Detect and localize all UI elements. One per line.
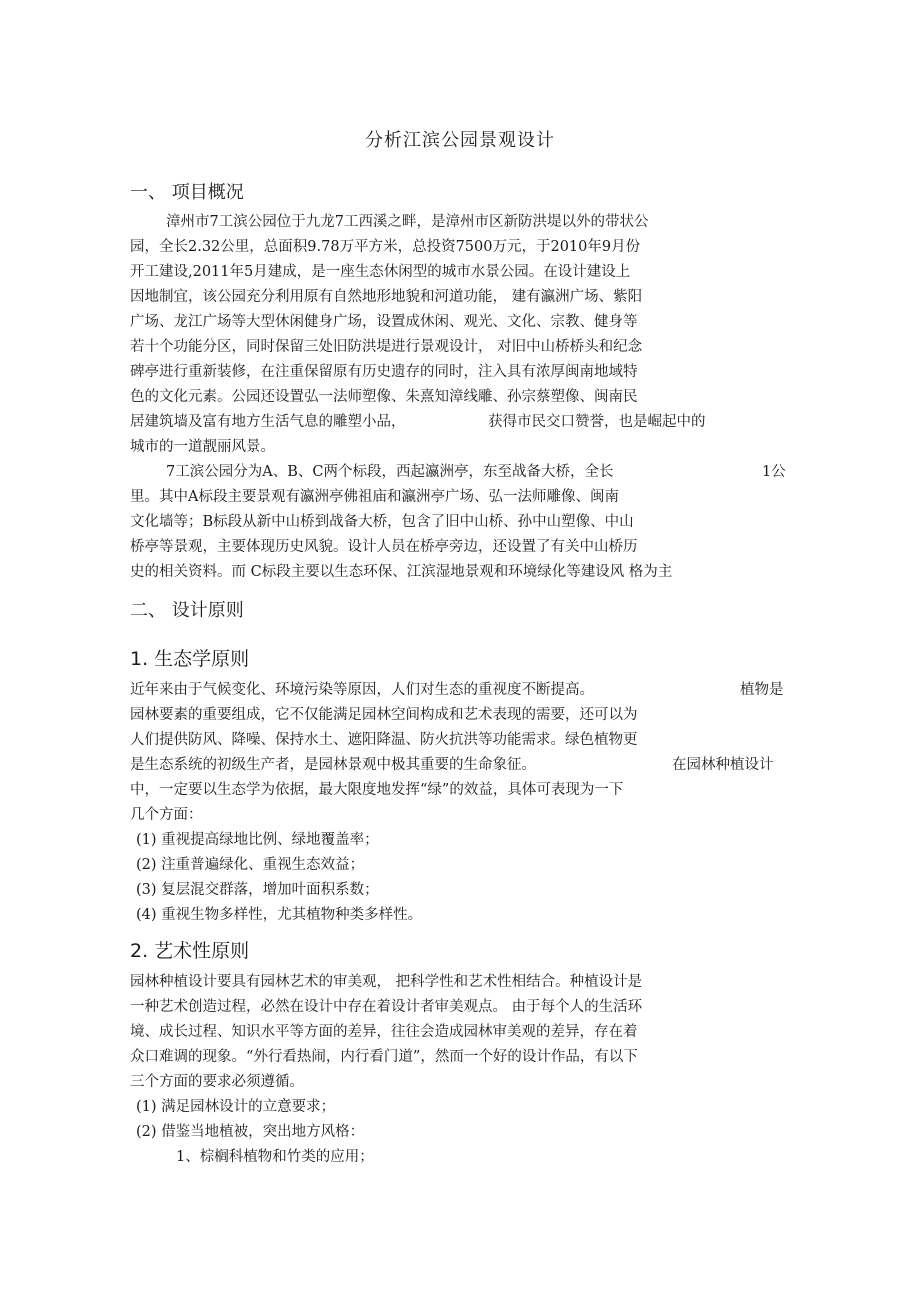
paragraph-line: 色的文化元素。公园还设置弘一法师塑像、朱熹知漳线雕、孙宗蔡塑像、闽南民 <box>130 389 638 405</box>
paragraph-line: 园，全长2.32公里，总面积9.78万平方米，总投资7500万元，于2010年9月份 <box>130 239 641 255</box>
paragraph-line: 境、成长过程、知识水平等方面的差异，往往会造成园林审美观的差异，存在着 <box>130 1024 638 1040</box>
paragraph-line-tail: 1公 <box>762 464 786 480</box>
paragraph-line: 人们提供防风、降噪、保持水土、遮阳降温、防火抗洪等功能需求。绿色植物更 <box>130 732 638 748</box>
list-item: (2) 注重普遍绿化、重视生态效益； <box>136 857 365 873</box>
subsection2-heading: 2. 艺术性原则 <box>130 940 250 962</box>
section2-heading: 二、 设计原则 <box>130 600 244 621</box>
paragraph-line: 中，一定要以生态学为依据，最大限度地发挥“绿”的效益，具体可表现为一下 <box>130 782 624 798</box>
sub-list-item: 1、棕榈科植物和竹类的应用； <box>176 1149 374 1165</box>
paragraph-line: 几个方面： <box>130 807 203 823</box>
list-item: (1) 满足园林设计的立意要求； <box>136 1099 336 1115</box>
list-item: (4) 重视生物多样性，尤其植物种类多样性。 <box>136 907 423 923</box>
paragraph-line: 一种艺术创造过程，必然在设计中存在着设计者审美观点。 由于每个人的生活环 <box>130 999 643 1015</box>
paragraph-line: 广场、龙江广场等大型休闲健身广场，设置成休闲、观光、文化、宗教、健身等 <box>130 314 638 330</box>
paragraph-line: 众口难调的现象。“外行看热闹，内行看门道”，然而一个好的设计作品，有以下 <box>130 1049 638 1065</box>
paragraph-line: 漳州市7工滨公园位于九龙7工西溪之畔，是漳州市区新防洪堤以外的带状公 <box>166 214 649 230</box>
paragraph-line: 园林种植设计要具有园林艺术的审美观， 把科学性和艺术性相结合。种植设计是 <box>130 974 643 990</box>
paragraph-line: 居建筑墙及富有地方生活气息的雕塑小品， <box>130 414 406 430</box>
paragraph-line: 园林要素的重要组成，它不仅能满足园林空间构成和艺术表现的需要，还可以为 <box>130 707 638 723</box>
paragraph-line: 桥亭等景观，主要体现历史风貌。设计人员在桥亭旁边，还设置了有关中山桥历 <box>130 539 638 555</box>
subsection1-heading: 1. 生态学原则 <box>130 648 250 670</box>
section1-heading: 一、 项目概况 <box>130 182 244 203</box>
list-item: (3) 复层混交群落，增加叶面积系数； <box>136 882 379 898</box>
list-item: (1) 重视提高绿地比例、绿地覆盖率； <box>136 832 379 848</box>
paragraph-line: 里。其中A标段主要景观有瀛洲亭佛祖庙和瀛洲亭广场、弘一法师雕像、闽南 <box>130 489 619 505</box>
page-title: 分析江滨公园景观设计 <box>365 130 555 151</box>
paragraph-line: 碑亭进行重新装修，在注重保留原有历史遗存的同时，注入具有浓厚闽南地域特 <box>130 364 638 380</box>
paragraph-line: 城市的一道靓丽风景。 <box>130 439 275 455</box>
paragraph-line: 史的相关资料。而 C标段主要以生态环保、江滨湿地景观和环境绿化等建设风 格为主 <box>130 564 673 580</box>
paragraph-line: 7工滨公园分为A、B、C两个标段，西起瀛洲亭，东至战备大桥，全长 <box>166 464 614 480</box>
list-item: (2) 借鉴当地植被，突出地方风格： <box>136 1124 365 1140</box>
paragraph-line: 近年来由于气候变化、环境污染等原因，人们对生态的重视度不断提高。 <box>130 682 594 698</box>
paragraph-line: 三个方面的要求必须遵循。 <box>130 1074 304 1090</box>
paragraph-line-tail: 植物是 <box>740 682 784 698</box>
paragraph-line-tail: 获得市民交口赞誉，也是崛起中的 <box>488 414 706 430</box>
paragraph-line: 文化墙等；B标段从新中山桥到战备大桥，包含了旧中山桥、孙中山塑像、中山 <box>130 514 634 530</box>
paragraph-line: 开工建设,2011年5月建成，是一座生态休闲型的城市水景公园。在设计建设上 <box>130 264 631 280</box>
paragraph-line-tail: 在园林种植设计 <box>672 757 774 773</box>
paragraph-line: 若十个功能分区，同时保留三处旧防洪堤进行景观设计， 对旧中山桥桥头和纪念 <box>130 339 643 355</box>
paragraph-line: 因地制宜，该公园充分利用原有自然地形地貌和河道功能， 建有瀛洲广场、紫阳 <box>130 289 643 305</box>
paragraph-line: 是生态系统的初级生产者，是园林景观中极其重要的生命象征。 <box>130 757 536 773</box>
